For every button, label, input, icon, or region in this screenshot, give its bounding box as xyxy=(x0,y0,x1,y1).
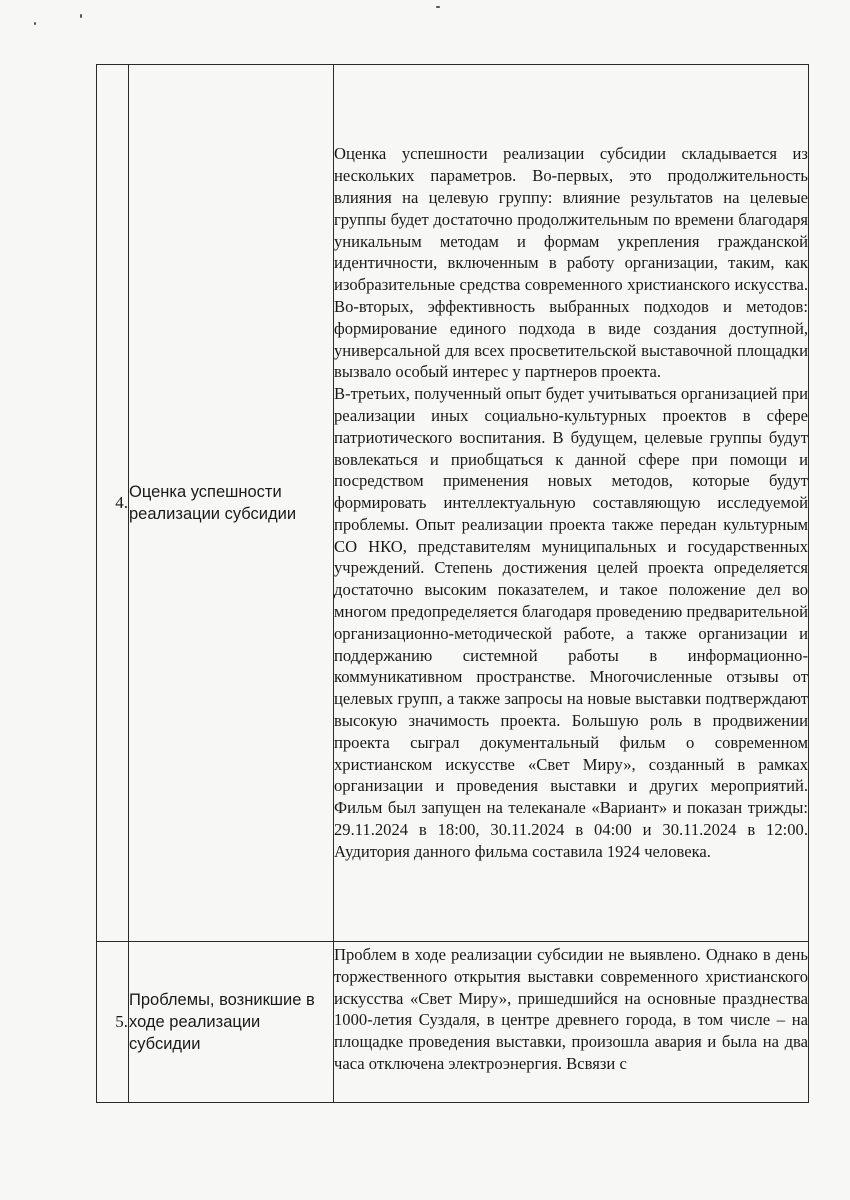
row-label: Проблемы, возникшие в ходе реализации субсидии xyxy=(129,942,334,1103)
paragraph: Проблем в ходе реализации субсидии не выявлено. Однако в день торжественного открытия выставки современного христианского искусства «Свет Миру», пришедшийся на основные празднества 1000-летия Суздаля, в центре древнего города, в том числе – на площадке проведения выставки, произошла авария и была на два часа отключена электроэнергия. Всвязи с xyxy=(334,945,808,1073)
row-content xyxy=(334,942,809,1103)
table-row xyxy=(97,65,809,942)
row-number: 4. xyxy=(97,65,129,942)
paragraph: В-третьих, полученный опыт будет учитываться организацией при реализации иных социально-культурных проектов в сфере патриотического воспитания. В будущем, целевые группы будут вовлекаться и приобщаться к данной сфере при помощи и посредством применения новых методов, которые будут формировать интеллектуальную составляющую исследуемой проблемы. Опыт реализации проекта также передан культурным СО НКО, представителям муниципальных и государственных учреждений. Степень достижения целей проекта определяется достаточно высоким показателем, и такое положение дел во многом предопределяется благодаря проведению предварительной организационно-методической работе, а также организации и поддержанию системной работы в информационно-коммуникативном пространстве. Многочисленные отзывы от целевых групп, а также запросы на новые выставки подтверждают высокую значимость проекта. Большую роль в продвижении проекта сыграл документальный фильм о современном христианском искусстве «Свет Миру», созданный в рамках организации и проведения выставки и других мероприятий. Фильм был запущен на телеканале «Вариант» и показан трижды: 29.11.2024 в 18:00, 30.11.2024 в 04:00 и 30.11.2024 в 12:00. Аудитория данного фильма составила 1924 человека. xyxy=(334,384,808,861)
paragraph: Оценка успешности реализации субсидии складывается из нескольких параметров. Во-первых, это продолжительность влияния на целевую группу: влияние результатов на целевые группы будет достаточно продолжительным по времени благодаря уникальным методам и формам укрепления гражданской идентичности, включенным в работу организации, таким, как изобразительные средства современного христианского искусства. Во-вторых, эффективность выбранных подходов и методов: формирование единого подхода в виде создания доступной, универсальной для всех просветительской выставочной площадки вызвало особый интерес у партнеров проекта. xyxy=(334,144,808,382)
scan-speck xyxy=(436,6,440,8)
row-number: 5. xyxy=(97,942,129,1103)
row-label: Оценка успешности реализации субсидии xyxy=(129,65,334,942)
scan-speck xyxy=(34,22,36,25)
scan-speck xyxy=(80,14,82,18)
report-table xyxy=(96,64,809,1103)
row-content xyxy=(334,65,809,942)
table-row xyxy=(97,942,809,1103)
